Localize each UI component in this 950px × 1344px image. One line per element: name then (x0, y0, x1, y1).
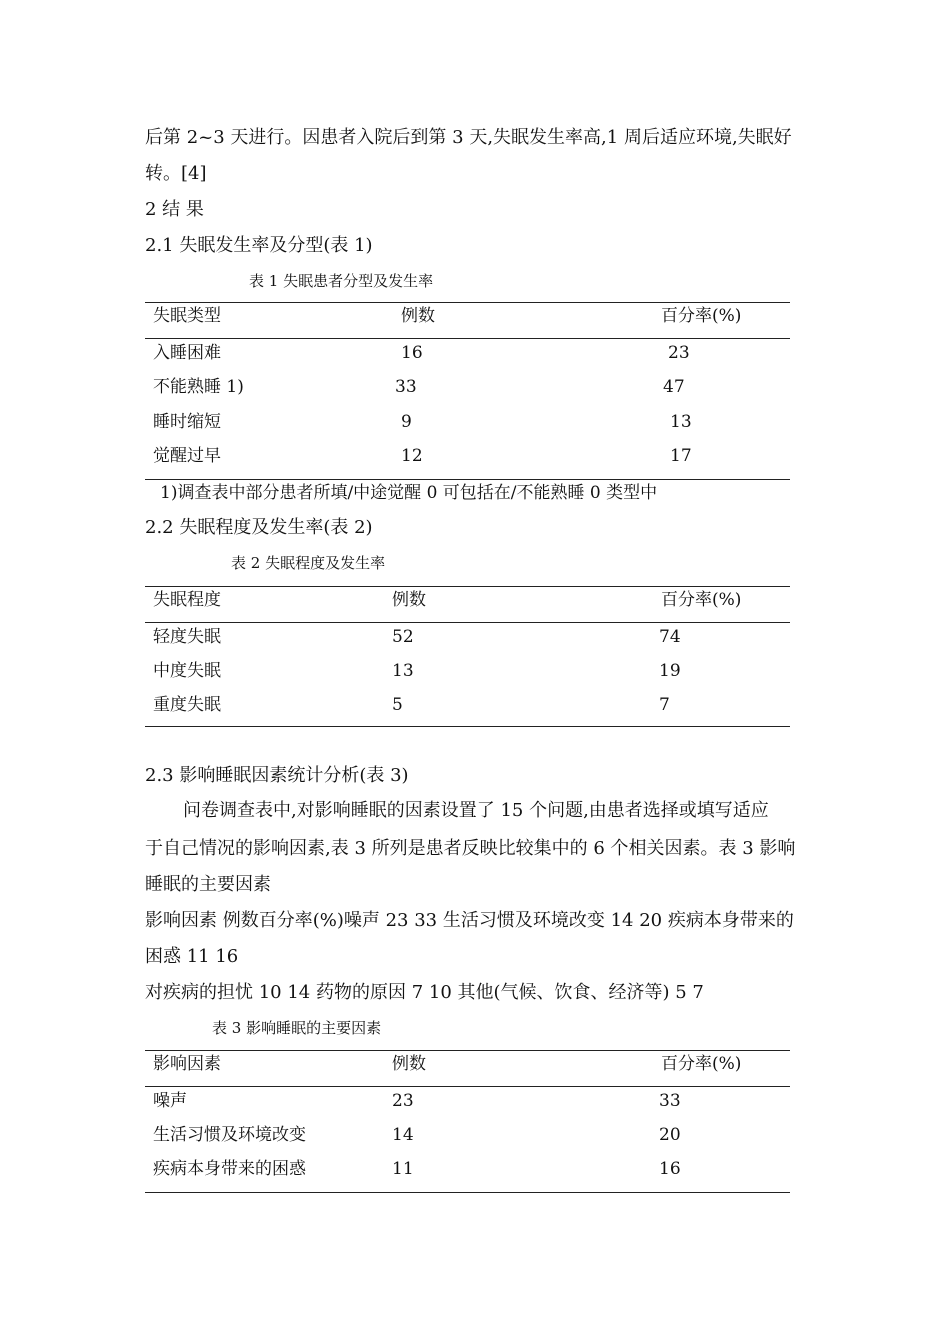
paragraph-line: 于自己情况的影响因素,表 3 所列是患者反映比较集中的 6 个相关因素。表 3 影响 (145, 838, 796, 859)
paragraph-line: 困惑 11 16 (145, 946, 239, 967)
table3-header-percent: 百分率(%) (661, 1054, 742, 1074)
table1-header-count: 例数 (401, 306, 435, 326)
subsection-heading: 2.2 失眠程度及发生率(表 2) (145, 517, 373, 538)
table3-row-label: 生活习惯及环境改变 (153, 1125, 306, 1145)
table1-row-count: 16 (401, 343, 423, 363)
table1-row-percent: 23 (668, 343, 690, 363)
table3-header-count: 例数 (392, 1054, 426, 1074)
table3-row-label: 噪声 (153, 1091, 187, 1111)
table1-row-count: 33 (395, 377, 417, 397)
table2-row-label: 重度失眠 (153, 695, 221, 715)
table2-header-percent: 百分率(%) (661, 590, 742, 610)
paragraph-line: 问卷调查表中,对影响睡眠的因素设置了 15 个问题,由患者选择或填写适应 (183, 800, 769, 821)
section-heading: 2 结 果 (145, 199, 204, 220)
table3-row-count: 11 (392, 1159, 414, 1179)
table2-row-count: 52 (392, 627, 414, 647)
table3-caption: 表 3 影响睡眠的主要因素 (212, 1019, 382, 1037)
table3-row-label: 疾病本身带来的困惑 (153, 1159, 306, 1179)
table1-footnote: 1)调查表中部分患者所填/中途觉醒 0 可包括在/不能熟睡 0 类型中 (160, 483, 658, 503)
table-header-rule (145, 1086, 790, 1087)
table2 (145, 586, 790, 731)
table2-row-percent: 19 (659, 661, 681, 681)
table1-row-label: 入睡困难 (153, 343, 221, 363)
subsection-heading: 2.1 失眠发生率及分型(表 1) (145, 235, 373, 256)
subsection-heading: 2.3 影响睡眠因素统计分析(表 3) (145, 765, 409, 786)
table1-row-percent: 47 (663, 377, 685, 397)
table1-row-label: 睡时缩短 (153, 412, 221, 432)
table3-row-percent: 20 (659, 1125, 681, 1145)
table3-row-count: 14 (392, 1125, 414, 1145)
table-top-rule (145, 586, 790, 587)
table1-row-count: 12 (401, 446, 423, 466)
table1-row-percent: 13 (670, 412, 692, 432)
paragraph-line: 后第 2~3 天进行。因患者入院后到第 3 天,失眠发生率高,1 周后适应环境,失眠好 (145, 127, 792, 148)
table3-row-percent: 33 (659, 1091, 681, 1111)
table1-row-count: 9 (401, 412, 412, 432)
table2-row-label: 中度失眠 (153, 661, 221, 681)
paragraph-line: 影响因素 例数百分率(%)噪声 23 33 生活习惯及环境改变 14 20 疾病本身带来的 (145, 910, 794, 931)
table-header-rule (145, 622, 790, 623)
paragraph-line: 转。[4] (145, 163, 207, 184)
table1-header-percent: 百分率(%) (661, 306, 742, 326)
table-bottom-rule (145, 726, 790, 727)
table-top-rule (145, 302, 790, 303)
table2-header-degree: 失眠程度 (153, 590, 221, 610)
table3-row-count: 23 (392, 1091, 414, 1111)
paragraph-line: 睡眠的主要因素 (145, 874, 271, 895)
table-top-rule (145, 1050, 790, 1051)
table-bottom-rule (145, 479, 790, 480)
table2-row-count: 13 (392, 661, 414, 681)
table1-row-percent: 17 (670, 446, 692, 466)
table1 (145, 302, 790, 482)
table1-row-label: 觉醒过早 (153, 446, 221, 466)
table3-header-factor: 影响因素 (153, 1054, 221, 1074)
table2-row-count: 5 (392, 695, 403, 715)
table3 (145, 1050, 790, 1195)
table2-row-percent: 74 (659, 627, 681, 647)
table2-caption: 表 2 失眠程度及发生率 (231, 554, 386, 572)
table2-header-count: 例数 (392, 590, 426, 610)
table1-caption: 表 1 失眠患者分型及发生率 (249, 272, 434, 290)
table1-header-type: 失眠类型 (153, 306, 221, 326)
table3-row-percent: 16 (659, 1159, 681, 1179)
table-bottom-rule (145, 1192, 790, 1193)
table-header-rule (145, 338, 790, 339)
table2-row-label: 轻度失眠 (153, 627, 221, 647)
table1-row-label: 不能熟睡 1) (153, 377, 244, 397)
table2-row-percent: 7 (659, 695, 670, 715)
paragraph-line: 对疾病的担忧 10 14 药物的原因 7 10 其他(气候、饮食、经济等) 5 7 (145, 982, 704, 1003)
